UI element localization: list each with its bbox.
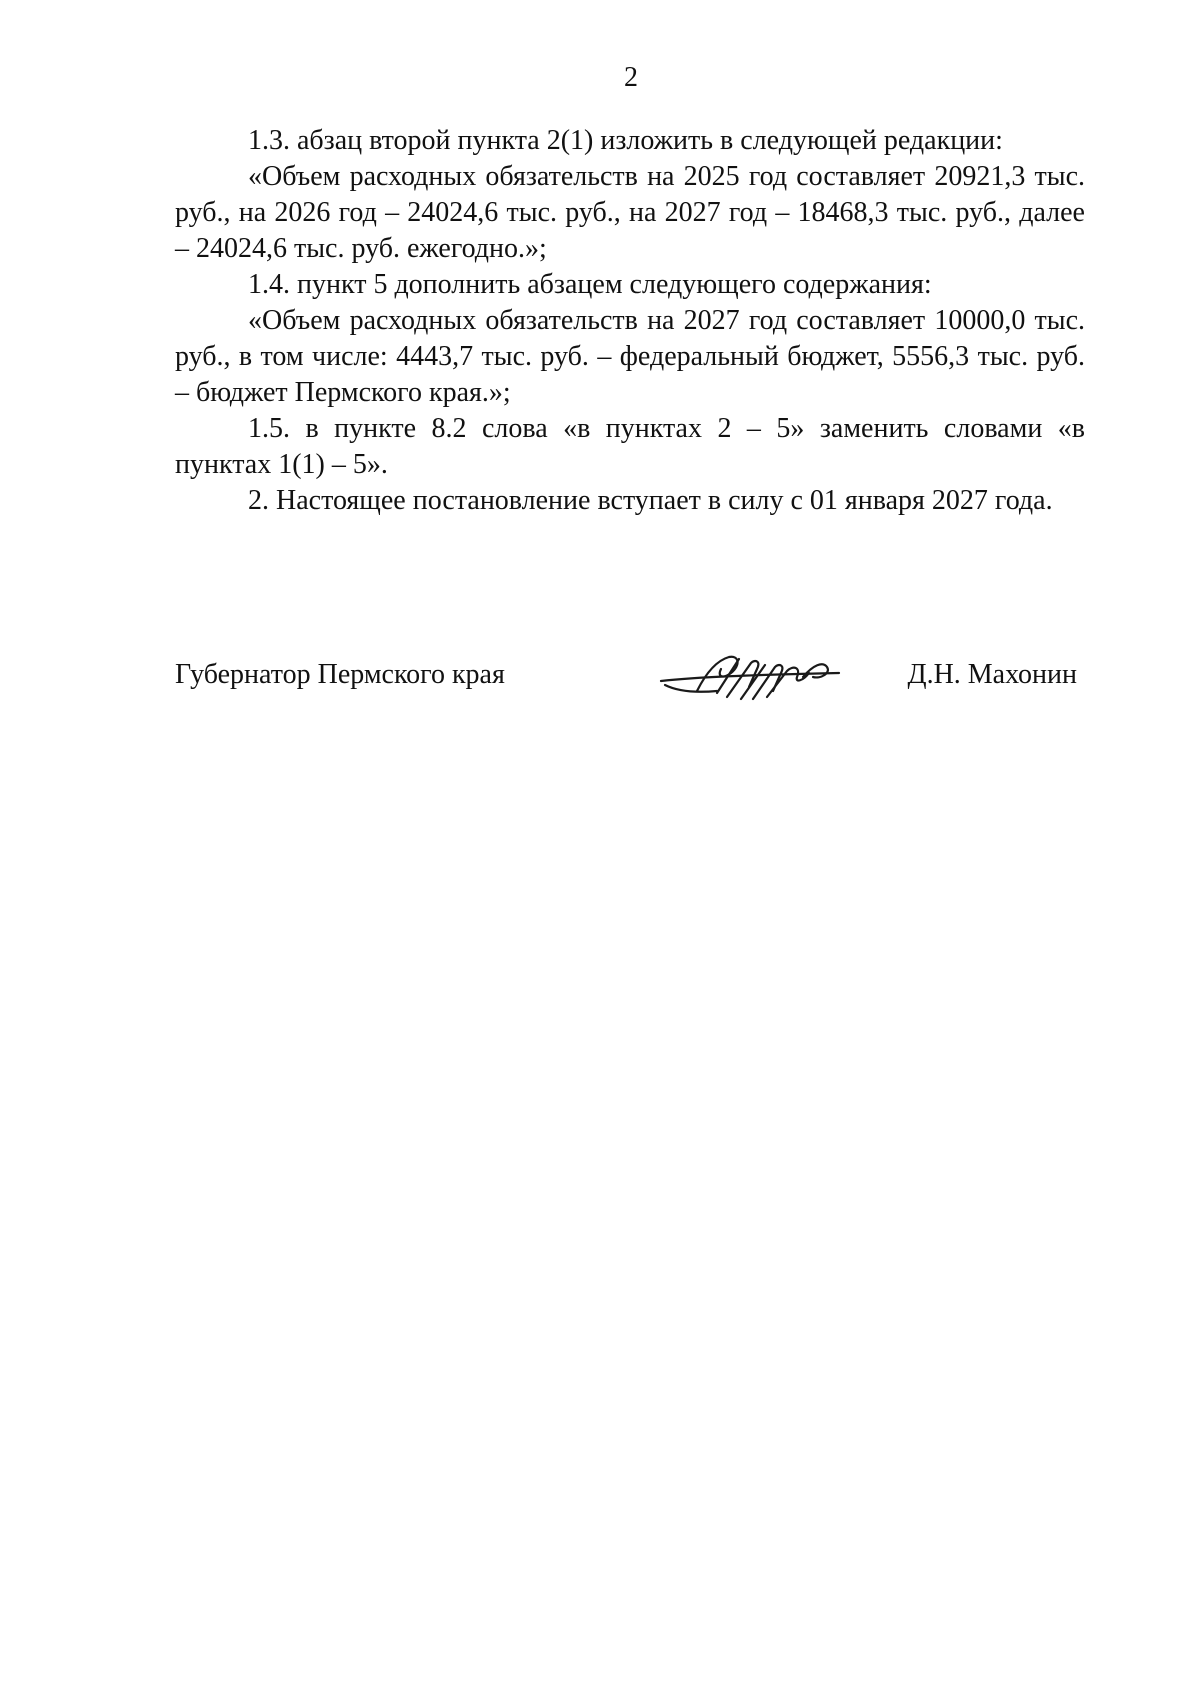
paragraph-1-3-quote: «Объем расходных обязательств на 2025 год составляет 20921,3 тыс. руб., на 2026 год – 24024,6 тыс. руб., на 2027 год – 18468,3 тыс. руб., далее – 24024,6 тыс. руб. ежегодно.»; [175,161,1085,264]
signature-block [175,655,1085,715]
handwritten-signature-icon [657,647,847,711]
paragraph-1-3: 1.3. абзац второй пункта 2(1) изложить в следующей редакции: [248,125,1003,156]
document-body [175,123,1085,519]
signatory-name: Д.Н. Махонин [907,659,1077,690]
paragraph-1-4-quote: «Объем расходных обязательств на 2027 год составляет 10000,0 тыс. руб., в том числе: 4443,7 тыс. руб. – федеральный бюджет, 5556,3 тыс. руб. – бюджет Пермского края.»; [175,305,1085,408]
page-number: 2 [624,62,638,93]
signatory-position: Губернатор Пермского края [175,659,505,690]
paragraph-1-5: 1.5. в пункте 8.2 слова «в пунктах 2 – 5» заменить словами «в пунктах 1(1) – 5». [175,413,1085,480]
paragraph-2: 2. Настоящее постановление вступает в силу с 01 января 2027 года. [248,485,1053,516]
paragraph-1-4: 1.4. пункт 5 дополнить абзацем следующего содержания: [248,269,932,300]
